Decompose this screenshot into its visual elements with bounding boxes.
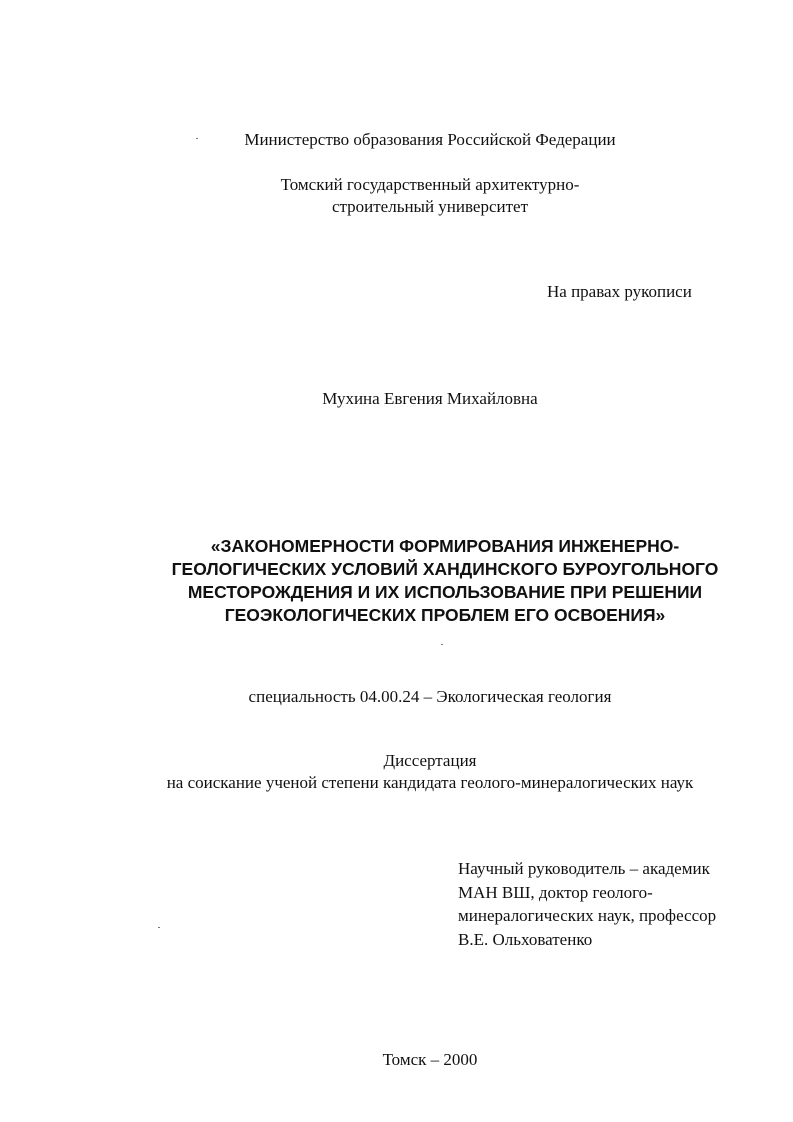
title-line: МЕСТОРОЖДЕНИЯ И ИХ ИСПОЛЬЗОВАНИЕ ПРИ РЕШЕНИИ <box>187 582 703 602</box>
university-name-line-1: Томский государственный архитектурно- <box>280 175 580 194</box>
author-name: Мухина Евгения Михайловна <box>322 389 538 408</box>
university-name-line-2: строительный университет <box>331 197 529 216</box>
scan-speck <box>441 644 443 645</box>
dissertation-type: Диссертация <box>383 751 477 770</box>
specialty: специальность 04.00.24 – Экологическая геология <box>248 687 612 706</box>
dissertation-title <box>0 535 793 627</box>
manuscript-note: На правах рукописи <box>547 282 692 301</box>
title-line: ГЕОЭКОЛОГИЧЕСКИХ ПРОБЛЕМ ЕГО ОСВОЕНИЯ» <box>224 605 666 625</box>
title-line: «ЗАКОНОМЕРНОСТИ ФОРМИРОВАНИЯ ИНЖЕНЕРНО- <box>210 536 680 556</box>
title-line: ГЕОЛОГИЧЕСКИХ УСЛОВИЙ ХАНДИНСКОГО БУРОУГОЛЬНОГО <box>171 559 719 579</box>
supervisor-block <box>458 857 716 951</box>
scan-speck <box>196 138 198 139</box>
city-year: Томск – 2000 <box>382 1050 478 1069</box>
supervisor-line: В.Е. Ольховатенко <box>458 929 593 949</box>
supervisor-line: МАН ВШ, доктор геолого- <box>458 882 653 902</box>
supervisor-line: Научный руководитель – академик <box>458 859 710 878</box>
supervisor-line: минералогических наук, профессор <box>458 906 717 925</box>
degree-description: на соискание ученой степени кандидата геолого-минералогических наук <box>166 773 694 792</box>
scan-speck <box>158 927 160 928</box>
ministry-name: Министерство образования Российской Федерации <box>244 130 616 149</box>
